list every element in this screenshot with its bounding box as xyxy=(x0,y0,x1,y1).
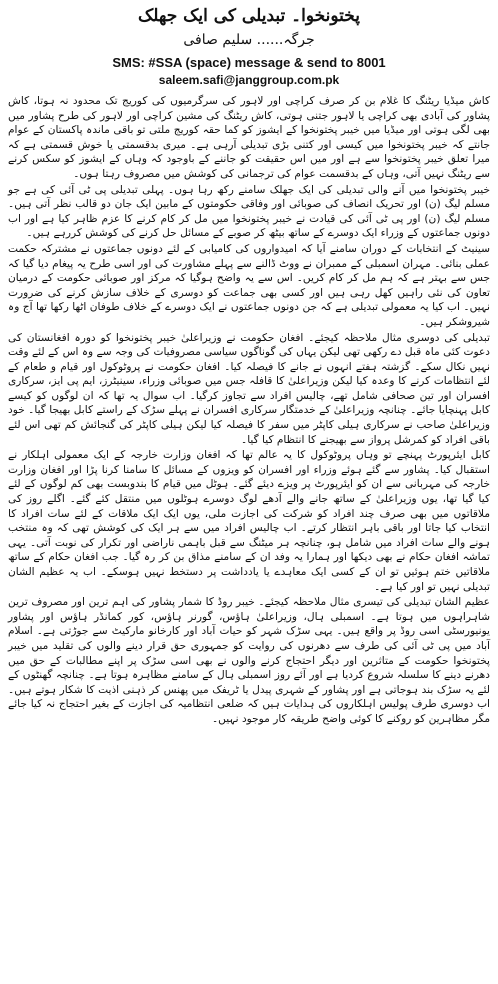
paragraph: تبدیلی کی دوسری مثال ملاحظہ کیجئے۔ افغان حکومت نے وزیراعلیٰ خیبر پختونخوا کو دورہ افغانستان کی دعوت کئی ماہ قبل دے رکھی تھی لیکن یہاں کی گوناگوں سیاسی مصروفیات کی وجہ سے وہ اس کے لئے وقت نہیں نکال سکے۔ گزشتہ ہفتے انہوں نے جانے کا فیصلہ کیا۔ افغان حکومت نے پروٹوکول اور قیام و طعام کے لئے انتظامات کرنے کا وعدہ کیا لیکن وزیراعلیٰ کا قافلہ جس میں صوبائی وزراء، سینیٹرز، ایم پی ایز، سرکاری افسران اور تین صحافی شامل تھے، چالیس افراد سے تجاوز کرگیا۔ اب سوال یہ تھا کہ ان لوگوں کو کیسے کابل پہنچایا جائے۔ چنانچہ وزیراعلیٰ کے خدمتگار سرکاری افسران نے پہلے سڑک کے راستے کابل بھیجا گیا۔ خود وزیراعلیٰ صاحب نے سرکاری ہیلی کاپٹر میں سفر کا فیصلہ کیا لیکن ہیلی کاپٹر کی گنجائش کم تھی اس لئے باقی افراد کو کمرشل پرواز سے بھیجنے کا انتظام کیا گیا۔ xyxy=(8,331,490,446)
author-email: saleem.safi@janggroup.com.pk xyxy=(158,73,340,87)
paragraph: کاش میڈیا ریٹنگ کا غلام بن کر صرف کراچی اور لاہور کی سرگرمیوں کی کوریج تک محدود نہ ہوتا، کاش پشاور کی آبادی بھی کراچی یا لاہور جتنی ہوتی، کاش ریٹنگ کی مشین کراچی اور لاہور کی طرح پشاور میں بھی لگی ہوتی اور میڈیا میں خیبر پختونخوا کے ایشوز کو کما حقہ کوریج ملتی تو باقی ماندہ پاکستان کے عوام جانتے کہ خیبر پختونخوا میں کیسی اور کتنی بڑی تبدیلی آرہی ہے۔ میری بدقسمتی یا خوش قسمتی ہے کہ میرا تعلق خیبر پختونخوا سے ہے اور میں اس حقیقت کو جاننے کے باوجود کہ وہاں کے ایشوز کو سکس کرنے سے ریٹنگ نہیں آتی، وہاں کے بدقسمت عوام کی ترجمانی کی کوشش میں مصروف رہتا ہوں۔ xyxy=(8,95,490,180)
column-header xyxy=(8,4,490,88)
paragraph: سینیٹ کے انتخابات کے دوران سامنے آیا کہ امیدواروں کی کامیابی کے لئے دونوں جماعتوں نے مشترکہ حکمت عملی بنائی۔ مہران اسمبلی کے ممبران نے ووٹ ڈالنے سے پہلے مشاورت کی اور اسی طرح یہ پیغام دیا گیا کہ جس سے بہتر ہے کہ ہم مل کر کام کریں۔ اس سے یہ واضح ہوگیا کہ مرکز اور صوبائی حکومت کے درمیان تعاون کی نئی راہیں کھل رہی ہیں اور کسی بھی جماعت کو دوسری کے خلاف سازش کرنے کی ضرورت نہیں۔ اب کیا یہ معمولی تبدیلی ہے کہ جن دونوں جماعتوں نے ایک دوسرے کے خلاف طوفان اٹھا رکھا تھا آج وہ شیروشکر ہیں۔ xyxy=(8,242,490,328)
byline: جرگہ...... سلیم صافی xyxy=(183,32,315,48)
headline: پختونخوا۔ تبدیلی کی ایک جھلک xyxy=(138,6,360,26)
article-body xyxy=(8,94,490,727)
paragraph: خیبر پختونخوا میں آنے والی تبدیلی کی ایک جھلک سامنے رکھ رہا ہوں۔ پہلی تبدیلی پی ٹی آئی کی ہے جو مسلم لیگ (ن) اور تحریک انصاف کی صوبائی اور وفاقی حکومتوں کے مابین ایک جان دو قالب نظر آتی ہیں۔ مسلم لیگ (ن) اور پی ٹی آئی کی قیادت نے خیبر پختونخوا میں مل کر کام کرنے کا عزم ظاہر کیا ہے اور اب دونوں جماعتوں کے وزراء ایک دوسرے کے ساتھ بیٹھ کر صوبے کے مسائل حل کرنے کی کوشش کررہے ہیں۔ xyxy=(8,183,490,240)
sms-line: SMS: #SSA (space) message & send to 8001 xyxy=(112,55,386,70)
paragraph: عظیم الشان تبدیلی کی تیسری مثال ملاحظہ کیجئے۔ خیبر روڈ کا شمار پشاور کی اہم ترین اور مصروف ترین شاہراہوں میں ہوتا ہے۔ اسمبلی ہال، وزیراعلیٰ ہاؤس، گورنر ہاؤس، کور کمانڈر ہاؤس اور پشاور یونیورسٹی اسی روڈ پر واقع ہیں۔ یہی سڑک شہر کو حیات آباد اور کارخانو مارکیٹ سے جوڑتی ہے۔ اسلام آباد میں پی ٹی آئی کی طرف سے دھرنوں کی روایت کو جمہوری حق قرار دینے والوں کی تقلید میں خیبر پختونخوا حکومت کے متاثرین اور دیگر احتجاج کرنے والوں نے بھی اسی سڑک پر اپنے مطالبات کے حق میں دھرنے دینے کا سلسلہ شروع کردیا ہے اور آئے روز اسمبلی ہال کے سامنے مظاہرہ ہوتا ہے۔ چنانچہ گھنٹوں کے لئے یہ سڑک بند ہوجاتی ہے اور پشاور کے شہری پیدل یا ٹریفک میں پھنس کر ذہنی اذیت کا شکار ہوتے ہیں۔ اب دوسری طرف پولیس اہلکاروں کی ہدایات ہیں کہ ضلعی انتظامیہ کی اجازت کے بغیر احتجاج نہ کیا جائے مگر مظاہرین کو روکنے کا کوئی واضح طریقہ کار موجود نہیں۔ xyxy=(8,596,490,725)
paragraph: کابل ایئرپورٹ پہنچے تو وہاں پروٹوکول کا یہ عالم تھا کہ افغان وزارت خارجہ کے ایک معمولی اہلکار نے استقبال کیا۔ پشاور سے گئے ہوئے وزراء اور افسران کو ویزوں کے مسائل کا سامنا کرنا پڑا اور افغان وزارت خارجہ کی مہربانی سے ان کو ایئرپورٹ پر ویزے دیئے گئے۔ ہوٹل میں قیام کا بندوبست بھی کم لوگوں کے لئے کیا گیا تھا، یوں وزیراعلیٰ کے ساتھ جانے والے آدھے لوگ دوسرے ہوٹلوں میں منتقل کئے گئے۔ اگلے روز کی ملاقاتوں میں بھی صرف چند افراد کو شرکت کی اجازت ملی، یوں ایک ایک ملاقات کے لئے سات افراد کا انتخاب کیا جاتا اور باقی باہر انتظار کرتے۔ اب چالیس افراد میں سے ہر ایک کی کوشش تھی کہ وہ منتخب ہونے والے سات افراد میں شامل ہو، چنانچہ ہر میٹنگ سے قبل باہمی ناراضی اور تکرار کی نوبت آتی۔ یہی تماشہ افغان حکام نے بھی دیکھا اور ہمارا یہ وفد ان کے سامنے مذاق بن کر رہ گیا۔ جب افغان حکام کے ساتھ ملاقاتیں ختم ہوئیں تو ان کے کسی ایک معاہدے یا یادداشت پر دستخط نہیں ہوسکے۔ اب یہ عظیم الشان تبدیلی نہیں تو اور کیا ہے۔ xyxy=(8,449,490,593)
